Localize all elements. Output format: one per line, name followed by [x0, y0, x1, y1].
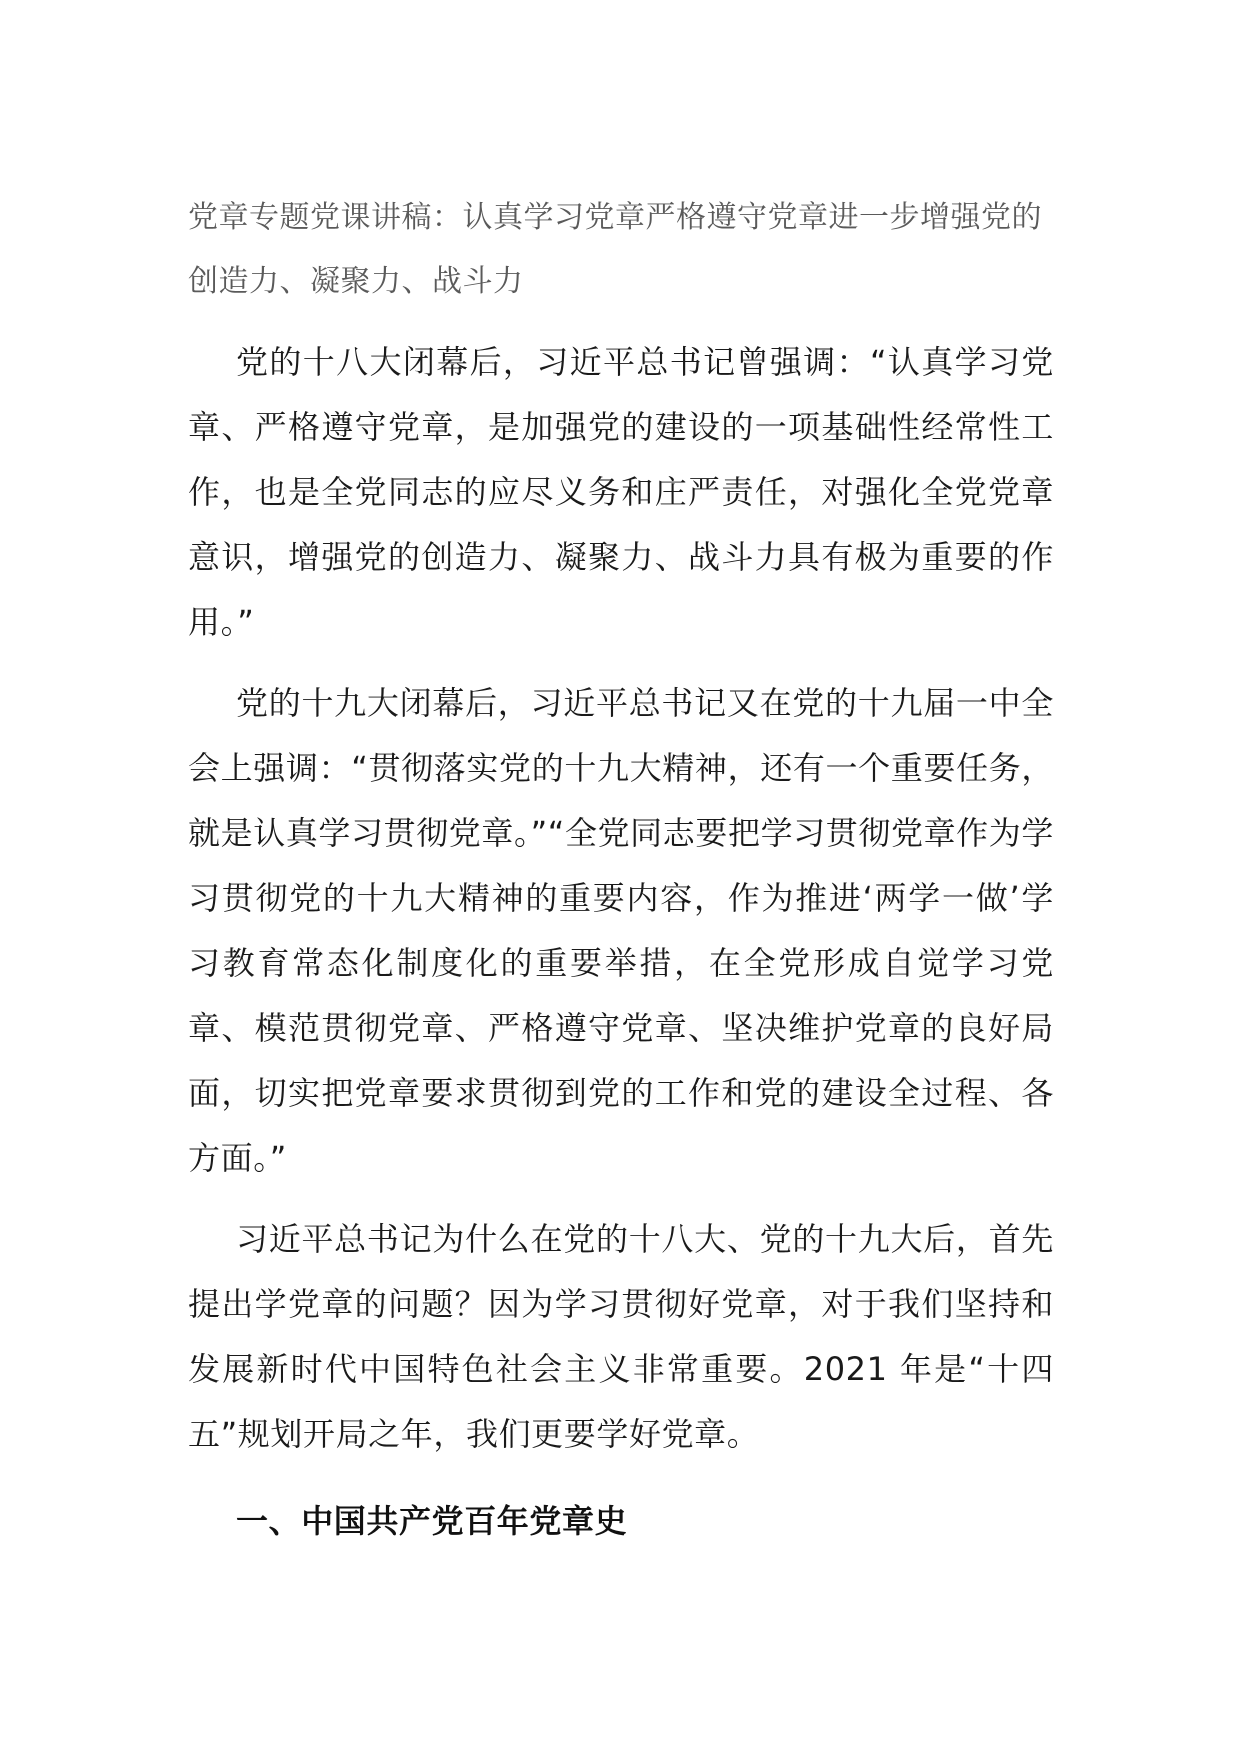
paragraph-1: 党的十八大闭幕后，习近平总书记曾强调：“认真学习党章、严格遵守党章，是加强党的建设的一项基础性经常性工作，也是全党同志的应尽义务和庄严责任，对强化全党党章意识，增强党的创造力、凝聚力、战斗力具有极为重要的作用。” — [188, 343, 1054, 641]
paragraph-3: 习近平总书记为什么在党的十八大、党的十九大后，首先提出学党章的问题？因为学习贯彻好党章，对于我们坚持和发展新时代中国特色社会主义非常重要。2021 年是“十四五”规划开局之年，我们更要学好党章。 — [188, 1220, 1054, 1453]
paragraph-2: 党的十九大闭幕后，习近平总书记又在党的十九届一中全会上强调：“贯彻落实党的十九大精神，还有一个重要任务，就是认真学习贯彻党章。”“全党同志要把学习贯彻党章作为学习贯彻党的十九大精神的重要内容，作为推进‘两学一做’学习教育常态化制度化的重要举措，在全党形成自觉学习党章、模范贯彻党章、严格遵守党章、坚决维护党章的良好局面，切实把党章要求贯彻到党的工作和党的建设全过程、各方面。” — [188, 684, 1054, 1177]
document-title: 党章专题党课讲稿：认真学习党章严格遵守党章进一步增强党的创造力、凝聚力、战斗力 — [188, 200, 1042, 299]
section-heading: 一、中国共产党百年党章史 — [236, 1502, 628, 1540]
document-page — [188, 186, 1054, 1554]
